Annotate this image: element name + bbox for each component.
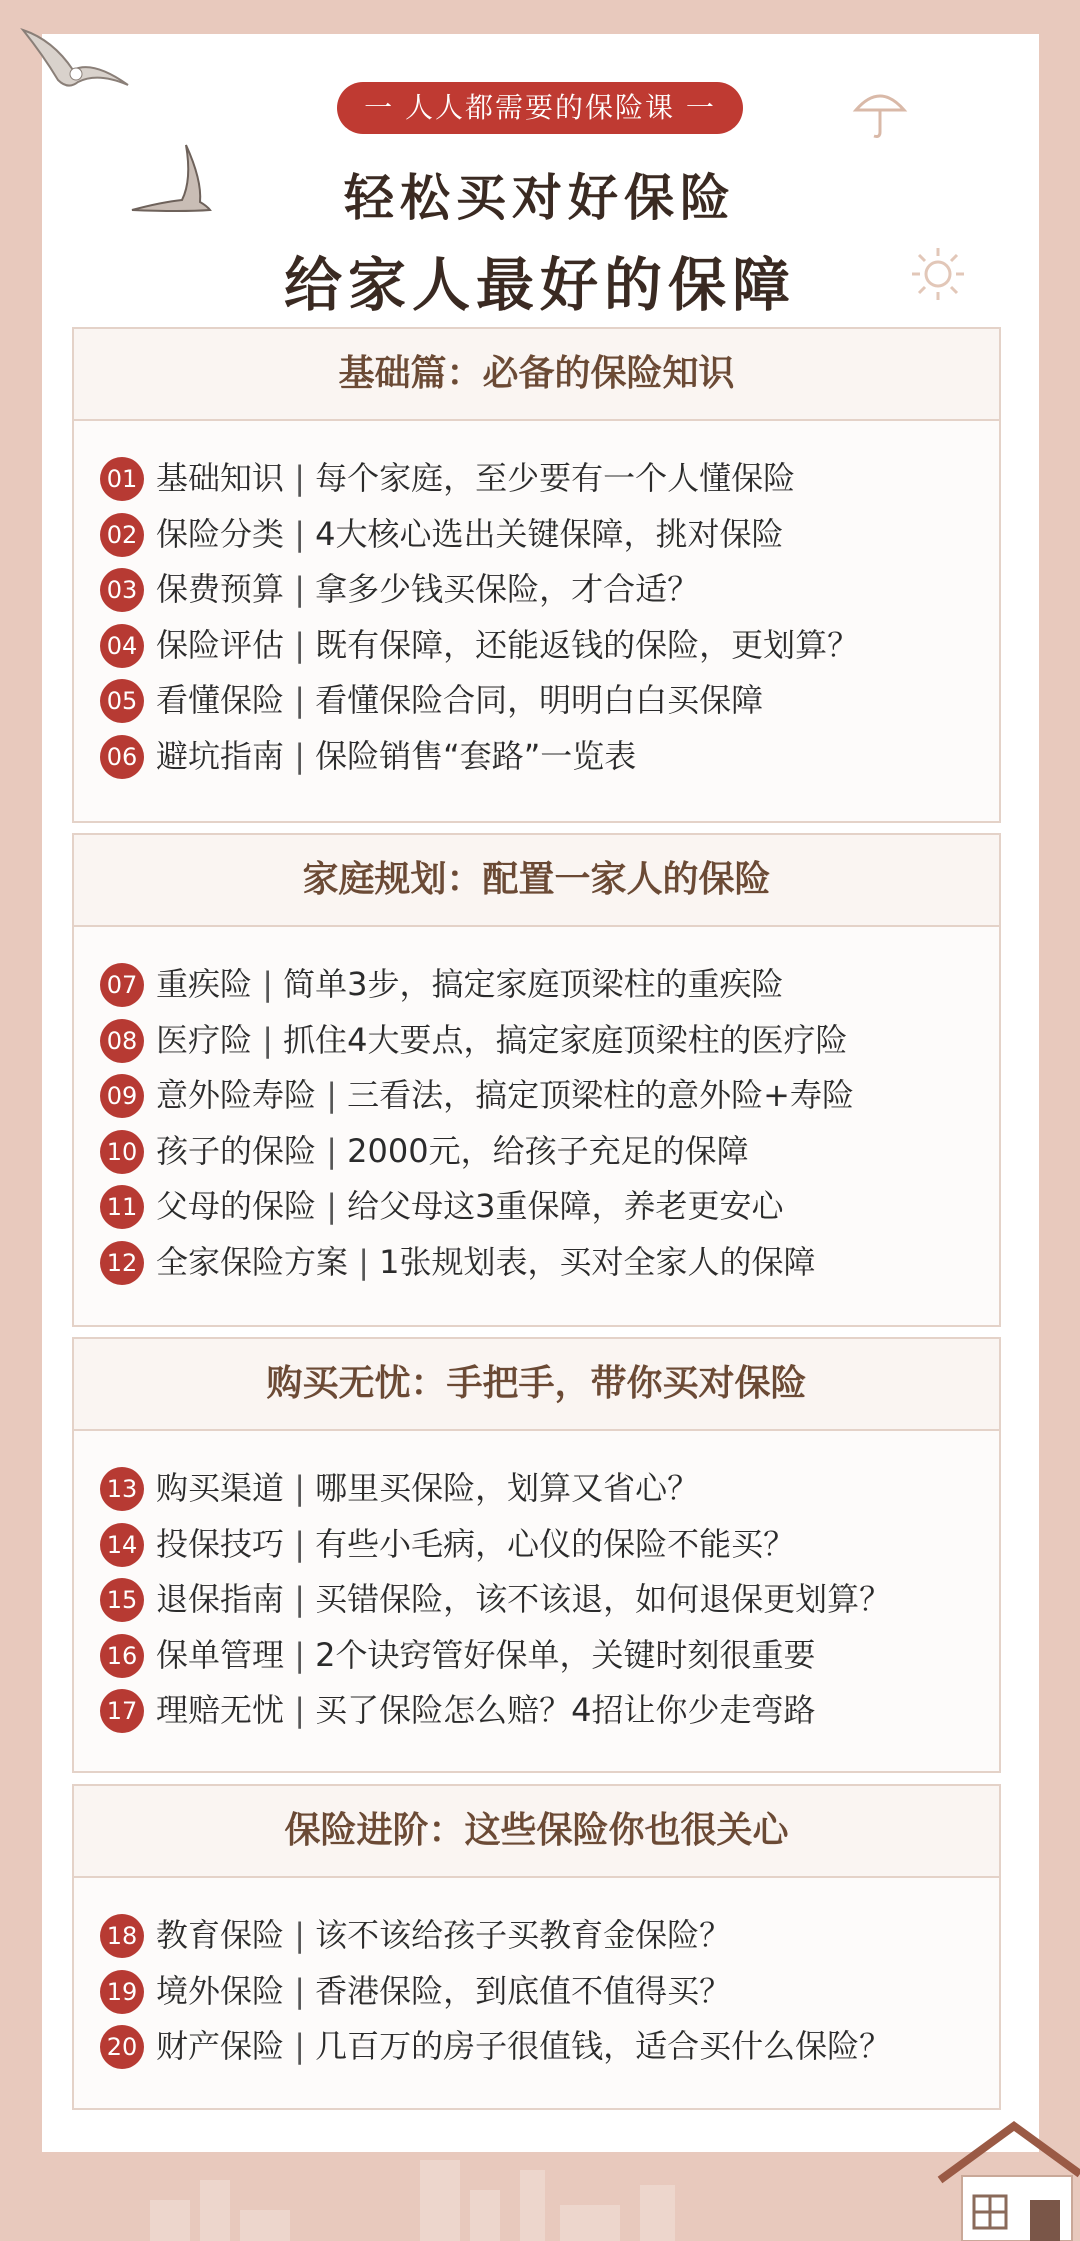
lesson-desc: 香港保险，到底值不值得买？ [315, 1971, 732, 2010]
lesson-number: 12 [100, 1241, 144, 1285]
lesson-desc: 每个家庭，至少要有一个人懂保险 [315, 459, 796, 497]
house-icon [934, 2118, 1080, 2241]
lesson-desc: 买错保险，该不该退，如何退保更划算？ [315, 1580, 892, 1619]
list-item[interactable]: 13 购买渠道 | 哪里买保险，划算又省心？ [74, 1461, 999, 1517]
section-basics [72, 327, 1001, 823]
list-item[interactable]: 08 医疗险 | 抓住4大要点，搞定家庭顶梁柱的医疗险 [74, 1013, 999, 1069]
lesson-name: 投保技巧 [156, 1524, 285, 1563]
section-family-planning [72, 833, 1001, 1327]
lesson-number: 15 [100, 1578, 144, 1622]
lesson-desc: 买了保险怎么赔？4招让你少走弯路 [315, 1691, 816, 1730]
lesson-number: 04 [100, 624, 144, 668]
lesson-name: 保费预算 [156, 570, 285, 609]
lesson-desc: 几百万的房子很值钱，适合买什么保险？ [315, 2027, 892, 2066]
section-title: 保险进阶：这些保险你也很关心 [74, 1786, 999, 1878]
lesson-number: 18 [100, 1914, 144, 1958]
list-item[interactable]: 12 全家保险方案 | 1张规划表，买对全家人的保障 [74, 1235, 999, 1291]
lesson-number: 20 [100, 2025, 144, 2069]
lesson-desc: 有些小毛病，心仪的保险不能买？ [315, 1524, 796, 1563]
lesson-number: 02 [100, 513, 144, 557]
lesson-number: 19 [100, 1970, 144, 2014]
lesson-name: 孩子的保险 [156, 1131, 317, 1170]
lesson-desc: 看懂保险合同，明明白白买保障 [315, 681, 764, 720]
lesson-desc: 保险销售“套路”一览表 [315, 736, 637, 775]
lesson-name: 购买渠道 [156, 1469, 285, 1507]
lesson-number: 07 [100, 963, 144, 1007]
city-skyline-icon [0, 2140, 1080, 2241]
lesson-desc: 哪里买保险，划算又省心？ [315, 1469, 700, 1507]
lesson-name: 保险评估 [156, 625, 285, 664]
lesson-number: 09 [100, 1074, 144, 1118]
lesson-number: 06 [100, 735, 144, 779]
lesson-name: 父母的保险 [156, 1187, 317, 1226]
lesson-number: 13 [100, 1467, 144, 1511]
lesson-name: 保险分类 [156, 514, 285, 553]
lesson-name: 全家保险方案 [156, 1242, 349, 1281]
list-item[interactable]: 16 保单管理 | 2个诀窍管好保单，关键时刻很重要 [74, 1628, 999, 1684]
lesson-number: 05 [100, 679, 144, 723]
lesson-name: 保单管理 [156, 1635, 285, 1674]
lesson-name: 看懂保险 [156, 681, 285, 720]
list-item[interactable]: 03 保费预算 | 拿多少钱买保险，才合适？ [74, 562, 999, 618]
list-item[interactable]: 18 教育保险 | 该不该给孩子买教育金保险？ [74, 1908, 999, 1964]
lesson-name: 退保指南 [156, 1580, 285, 1619]
list-item[interactable]: 04 保险评估 | 既有保障，还能返钱的保险，更划算？ [74, 618, 999, 674]
lesson-list [74, 1878, 999, 2075]
list-item[interactable]: 15 退保指南 | 买错保险，该不该退，如何退保更划算？ [74, 1572, 999, 1628]
lesson-number: 10 [100, 1130, 144, 1174]
section-advanced [72, 1784, 1001, 2110]
lesson-name: 医疗险 [156, 1020, 253, 1059]
list-item[interactable]: 14 投保技巧 | 有些小毛病，心仪的保险不能买？ [74, 1517, 999, 1573]
list-item[interactable]: 05 看懂保险 | 看懂保险合同，明明白白买保障 [74, 673, 999, 729]
section-title: 家庭规划：配置一家人的保险 [74, 835, 999, 927]
headline-line-1: 轻松买对好保险 [344, 168, 736, 227]
lesson-desc: 给父母这3重保障，养老更安心 [347, 1187, 784, 1226]
umbrella-icon [850, 82, 910, 142]
lesson-number: 01 [100, 457, 144, 501]
lesson-desc: 2000元，给孩子充足的保障 [347, 1131, 749, 1170]
lesson-name: 重疾险 [156, 965, 253, 1003]
lesson-number: 17 [100, 1689, 144, 1733]
list-item[interactable]: 06 避坑指南 | 保险销售“套路”一览表 [74, 729, 999, 785]
lesson-desc: 1张规划表，买对全家人的保障 [379, 1242, 816, 1281]
lesson-name: 意外险寿险 [156, 1076, 317, 1115]
lesson-name: 理赔无忧 [156, 1691, 285, 1730]
list-item[interactable]: 10 孩子的保险 | 2000元，给孩子充足的保障 [74, 1124, 999, 1180]
lesson-desc: 该不该给孩子买教育金保险？ [315, 1916, 732, 1954]
lesson-number: 14 [100, 1523, 144, 1567]
section-buying [72, 1337, 1001, 1773]
section-title: 基础篇：必备的保险知识 [74, 329, 999, 421]
list-item[interactable]: 19 境外保险 | 香港保险，到底值不值得买？ [74, 1964, 999, 2020]
lesson-number: 11 [100, 1185, 144, 1229]
lesson-desc: 4大核心选出关键保障，挑对保险 [315, 514, 784, 553]
lesson-desc: 拿多少钱买保险，才合适？ [315, 570, 700, 609]
lesson-desc: 2个诀窍管好保单，关键时刻很重要 [315, 1635, 816, 1674]
lesson-name: 避坑指南 [156, 736, 285, 775]
list-item[interactable]: 17 理赔无忧 | 买了保险怎么赔？4招让你少走弯路 [74, 1683, 999, 1739]
list-item[interactable]: 01 基础知识 | 每个家庭，至少要有一个人懂保险 [74, 451, 999, 507]
headline-line-2: 给家人最好的保障 [283, 251, 796, 319]
seagull-icon [18, 10, 138, 120]
list-item[interactable]: 02 保险分类 | 4大核心选出关键保障，挑对保险 [74, 507, 999, 563]
lesson-desc: 抓住4大要点，搞定家庭顶梁柱的医疗险 [283, 1020, 848, 1059]
lesson-number: 03 [100, 568, 144, 612]
lesson-list [74, 1431, 999, 1739]
lesson-name: 基础知识 [156, 459, 285, 497]
lesson-desc: 既有保障，还能返钱的保险，更划算？ [315, 625, 860, 664]
section-title: 购买无忧：手把手，带你买对保险 [74, 1339, 999, 1431]
list-item[interactable]: 07 重疾险 | 简单3步，搞定家庭顶梁柱的重疾险 [74, 957, 999, 1013]
lesson-list [74, 421, 999, 785]
lesson-desc: 简单3步，搞定家庭顶梁柱的重疾险 [283, 965, 784, 1003]
lesson-desc: 三看法，搞定顶梁柱的意外险+寿险 [347, 1076, 854, 1115]
lesson-number: 08 [100, 1019, 144, 1063]
lesson-name: 教育保险 [156, 1916, 285, 1954]
course-badge: 一 人人都需要的保险课 一 [337, 82, 743, 134]
list-item[interactable]: 09 意外险寿险 | 三看法，搞定顶梁柱的意外险+寿险 [74, 1068, 999, 1124]
lesson-number: 16 [100, 1634, 144, 1678]
list-item[interactable]: 20 财产保险 | 几百万的房子很值钱，适合买什么保险？ [74, 2019, 999, 2075]
lesson-name: 境外保险 [156, 1971, 285, 2010]
list-item[interactable]: 11 父母的保险 | 给父母这3重保障，养老更安心 [74, 1179, 999, 1235]
lesson-name: 财产保险 [156, 2027, 285, 2066]
lesson-list [74, 927, 999, 1291]
